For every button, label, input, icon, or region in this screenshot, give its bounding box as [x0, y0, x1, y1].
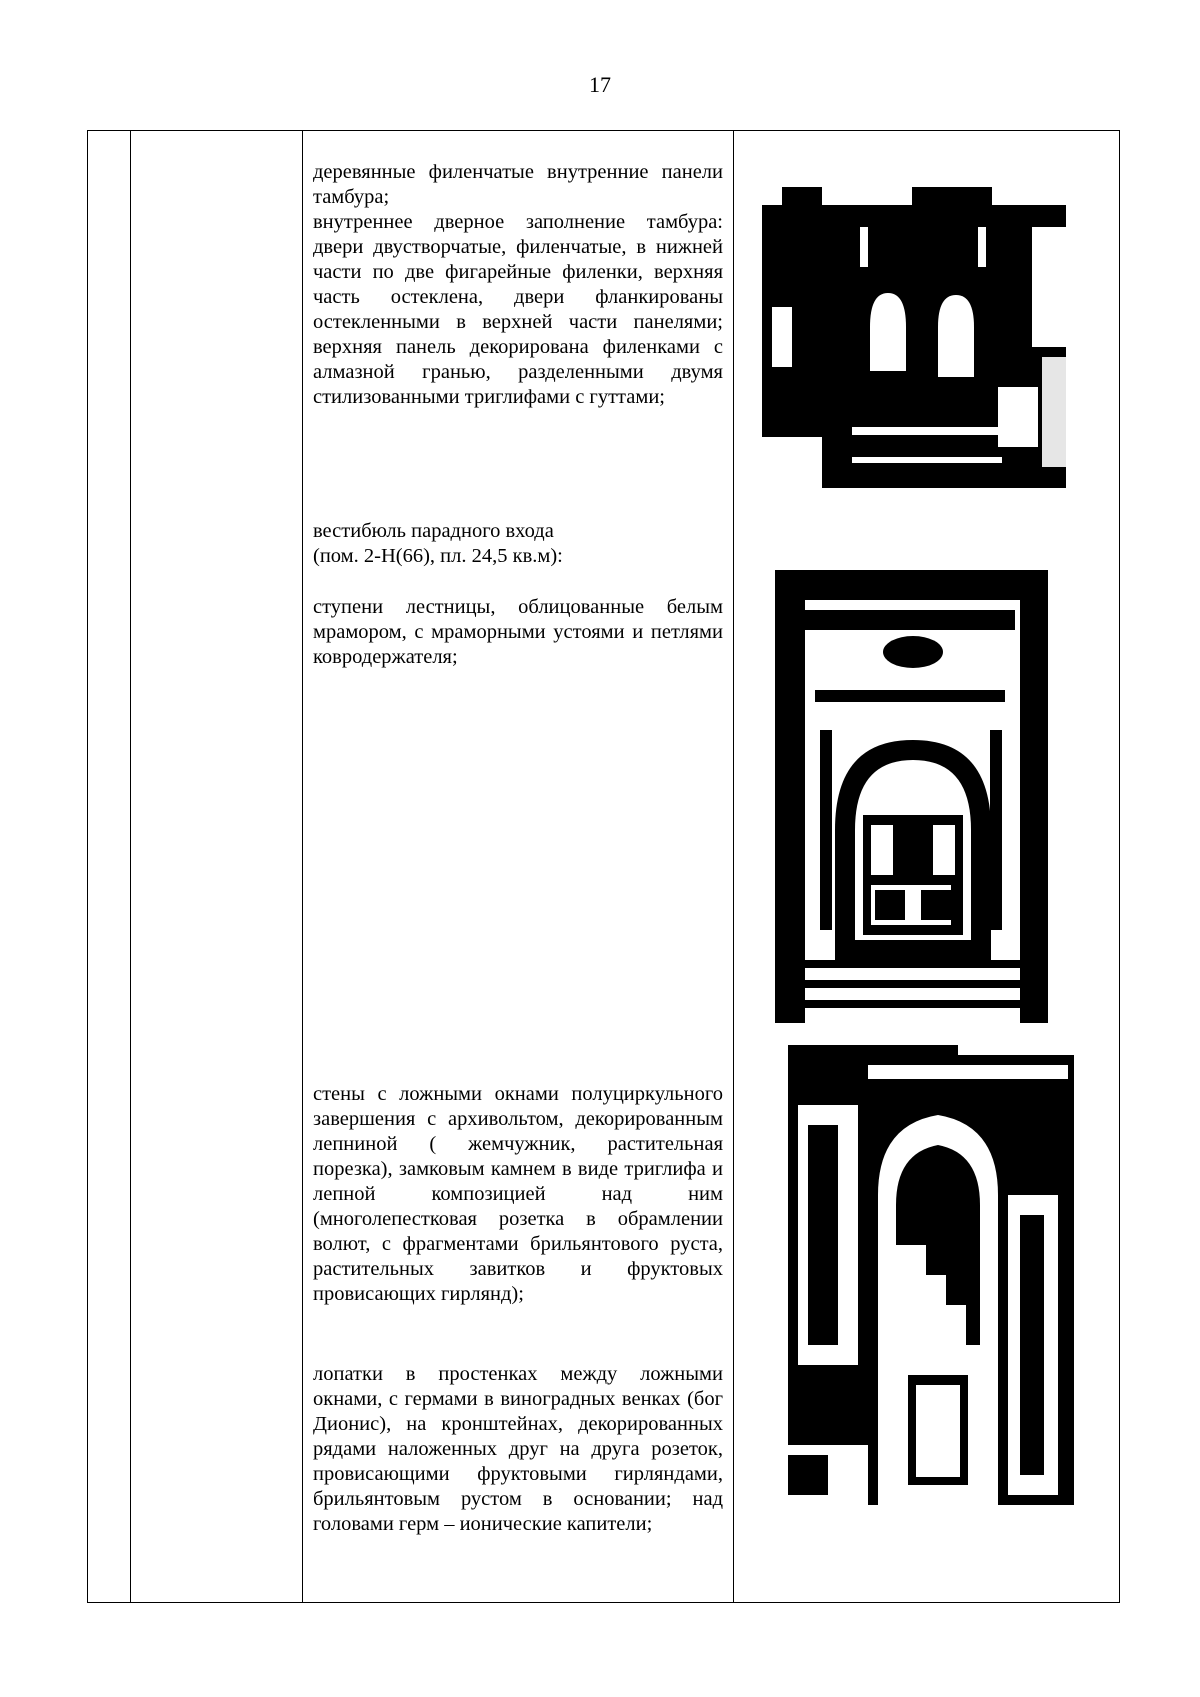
tambour-panels-text: деревянные филенчатые внутренние панели тамбура;: [313, 161, 723, 208]
vestibule-title: вестибюль парадного входа: [313, 520, 554, 542]
column-divider-3: [733, 131, 734, 1602]
tambour-description: [313, 160, 723, 410]
page-number: 17: [589, 72, 611, 97]
walls-description: [313, 1082, 723, 1307]
vestibule-heading: [313, 519, 723, 569]
column-divider-1: [130, 131, 131, 1602]
stairs-description: [313, 595, 723, 670]
vestibule-stairs-photo: [775, 570, 1048, 1023]
stairs-text: ступени лестницы, облицованные белым мрамором, с мраморными устоями и петлями ковродержателя;: [313, 596, 723, 668]
vestibule-room-info: (пом. 2-Н(66), пл. 24,5 кв.м):: [313, 545, 563, 567]
tambour-doors-photo: [762, 187, 1066, 488]
pilasters-text: лопатки в простенках между ложными окнами, с гермами в виноградных венках (бог Дионис), на кронштейнах, декорированных рядами наложенных друг на друга розеток, провисающими фруктовыми гирляндами, брильянтовым рустом в основании; над головами герм – ионические капители;: [313, 1363, 723, 1535]
column-divider-2: [302, 131, 303, 1602]
tambour-doors-text: внутреннее дверное заполнение тамбура: двери двустворчатые, филенчатые, в нижней части по две фигарейные филенки, верхняя часть остеклена, двери фланкированы остекленными в верхней части панелями; верхняя панель декорирована филенками с алмазной гранью, разделенными двумя стилизованными триглифами с гуттами;: [313, 211, 723, 408]
pilasters-description: [313, 1362, 723, 1537]
vestibule-walls-photo: [768, 1045, 1074, 1505]
walls-text: стены с ложными окнами полуциркульного завершения с архивольтом, декорированным лепниной ( жемчужник, растительная порезка), замковым камнем в виде триглифа и лепной композицией над ним (многолепестковая розетка в обрамлении волют, с фрагментами брильянтового руста, растительных завитков и фруктовых провисающих гирлянд);: [313, 1083, 723, 1305]
